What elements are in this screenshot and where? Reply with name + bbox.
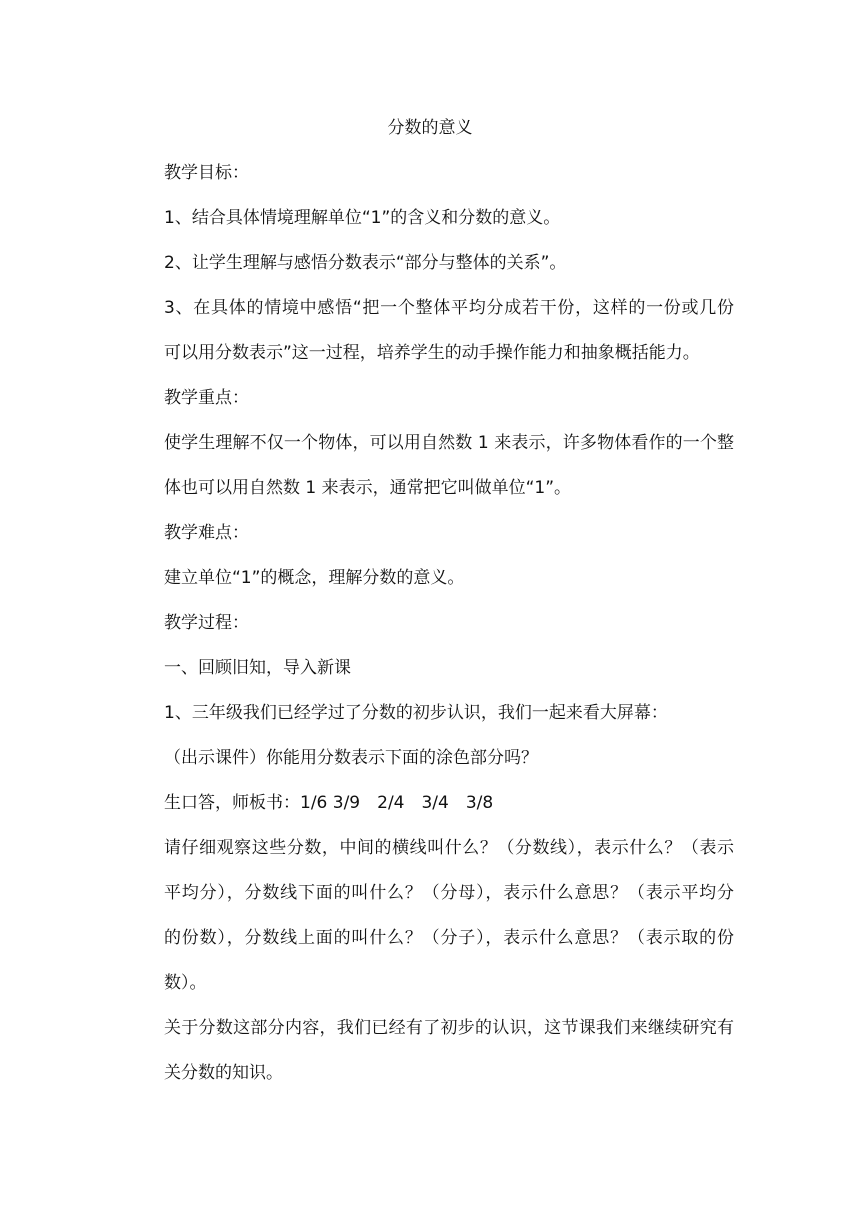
page-title: 分数的意义 xyxy=(387,118,473,138)
key-point-line-2: 体也可以用自然数 1 来表示，通常把它叫做单位“1”。 xyxy=(164,478,572,498)
observation-line-2: 平均分），分数线下面的叫什么？（分母），表示什么意思？（表示平均分 xyxy=(164,883,734,903)
process-step-board: 生口答，师板书：1/6 3/9 2/4 3/4 3/8 xyxy=(164,793,494,813)
difficulty-text: 建立单位“1”的概念，理解分数的意义。 xyxy=(164,568,465,588)
summary-line-1: 关于分数这部分内容，我们已经有了初步的认识，这节课我们来继续研究有 xyxy=(164,1018,734,1038)
observation-line-1: 请仔细观察这些分数，中间的横线叫什么？（分数线），表示什么？（表示 xyxy=(164,838,734,858)
process-step-courseware: （出示课件）你能用分数表示下面的涂色部分吗？ xyxy=(164,748,538,768)
objective-3-line-1: 3、在具体的情境中感悟“把一个整体平均分成若干份，这样的一份或几份 xyxy=(164,298,734,318)
observation-line-3: 的份数），分数线上面的叫什么？（分子），表示什么意思？（表示取的份 xyxy=(164,928,734,948)
heading-difficulties: 教学难点： xyxy=(164,523,249,543)
observation-line-4: 数）。 xyxy=(164,973,207,993)
objective-3-line-2: 可以用分数表示”这一过程，培养学生的动手操作能力和抽象概括能力。 xyxy=(164,343,700,363)
process-step-1: 1、三年级我们已经学过了分数的初步认识，我们一起来看大屏幕： xyxy=(164,703,668,723)
summary-line-2: 关分数的知识。 xyxy=(164,1063,283,1083)
objective-2: 2、让学生理解与感悟分数表示“部分与整体的关系”。 xyxy=(164,253,567,273)
key-point-line-1: 使学生理解不仅一个物体，可以用自然数 1 来表示，许多物体看作的一个整 xyxy=(164,433,734,453)
objective-1: 1、结合具体情境理解单位“1”的含义和分数的意义。 xyxy=(164,208,561,228)
heading-objectives: 教学目标： xyxy=(164,163,249,183)
section-1-heading: 一、回顾旧知，导入新课 xyxy=(164,658,351,678)
heading-process: 教学过程： xyxy=(164,613,249,633)
heading-key-points: 教学重点： xyxy=(164,388,249,408)
